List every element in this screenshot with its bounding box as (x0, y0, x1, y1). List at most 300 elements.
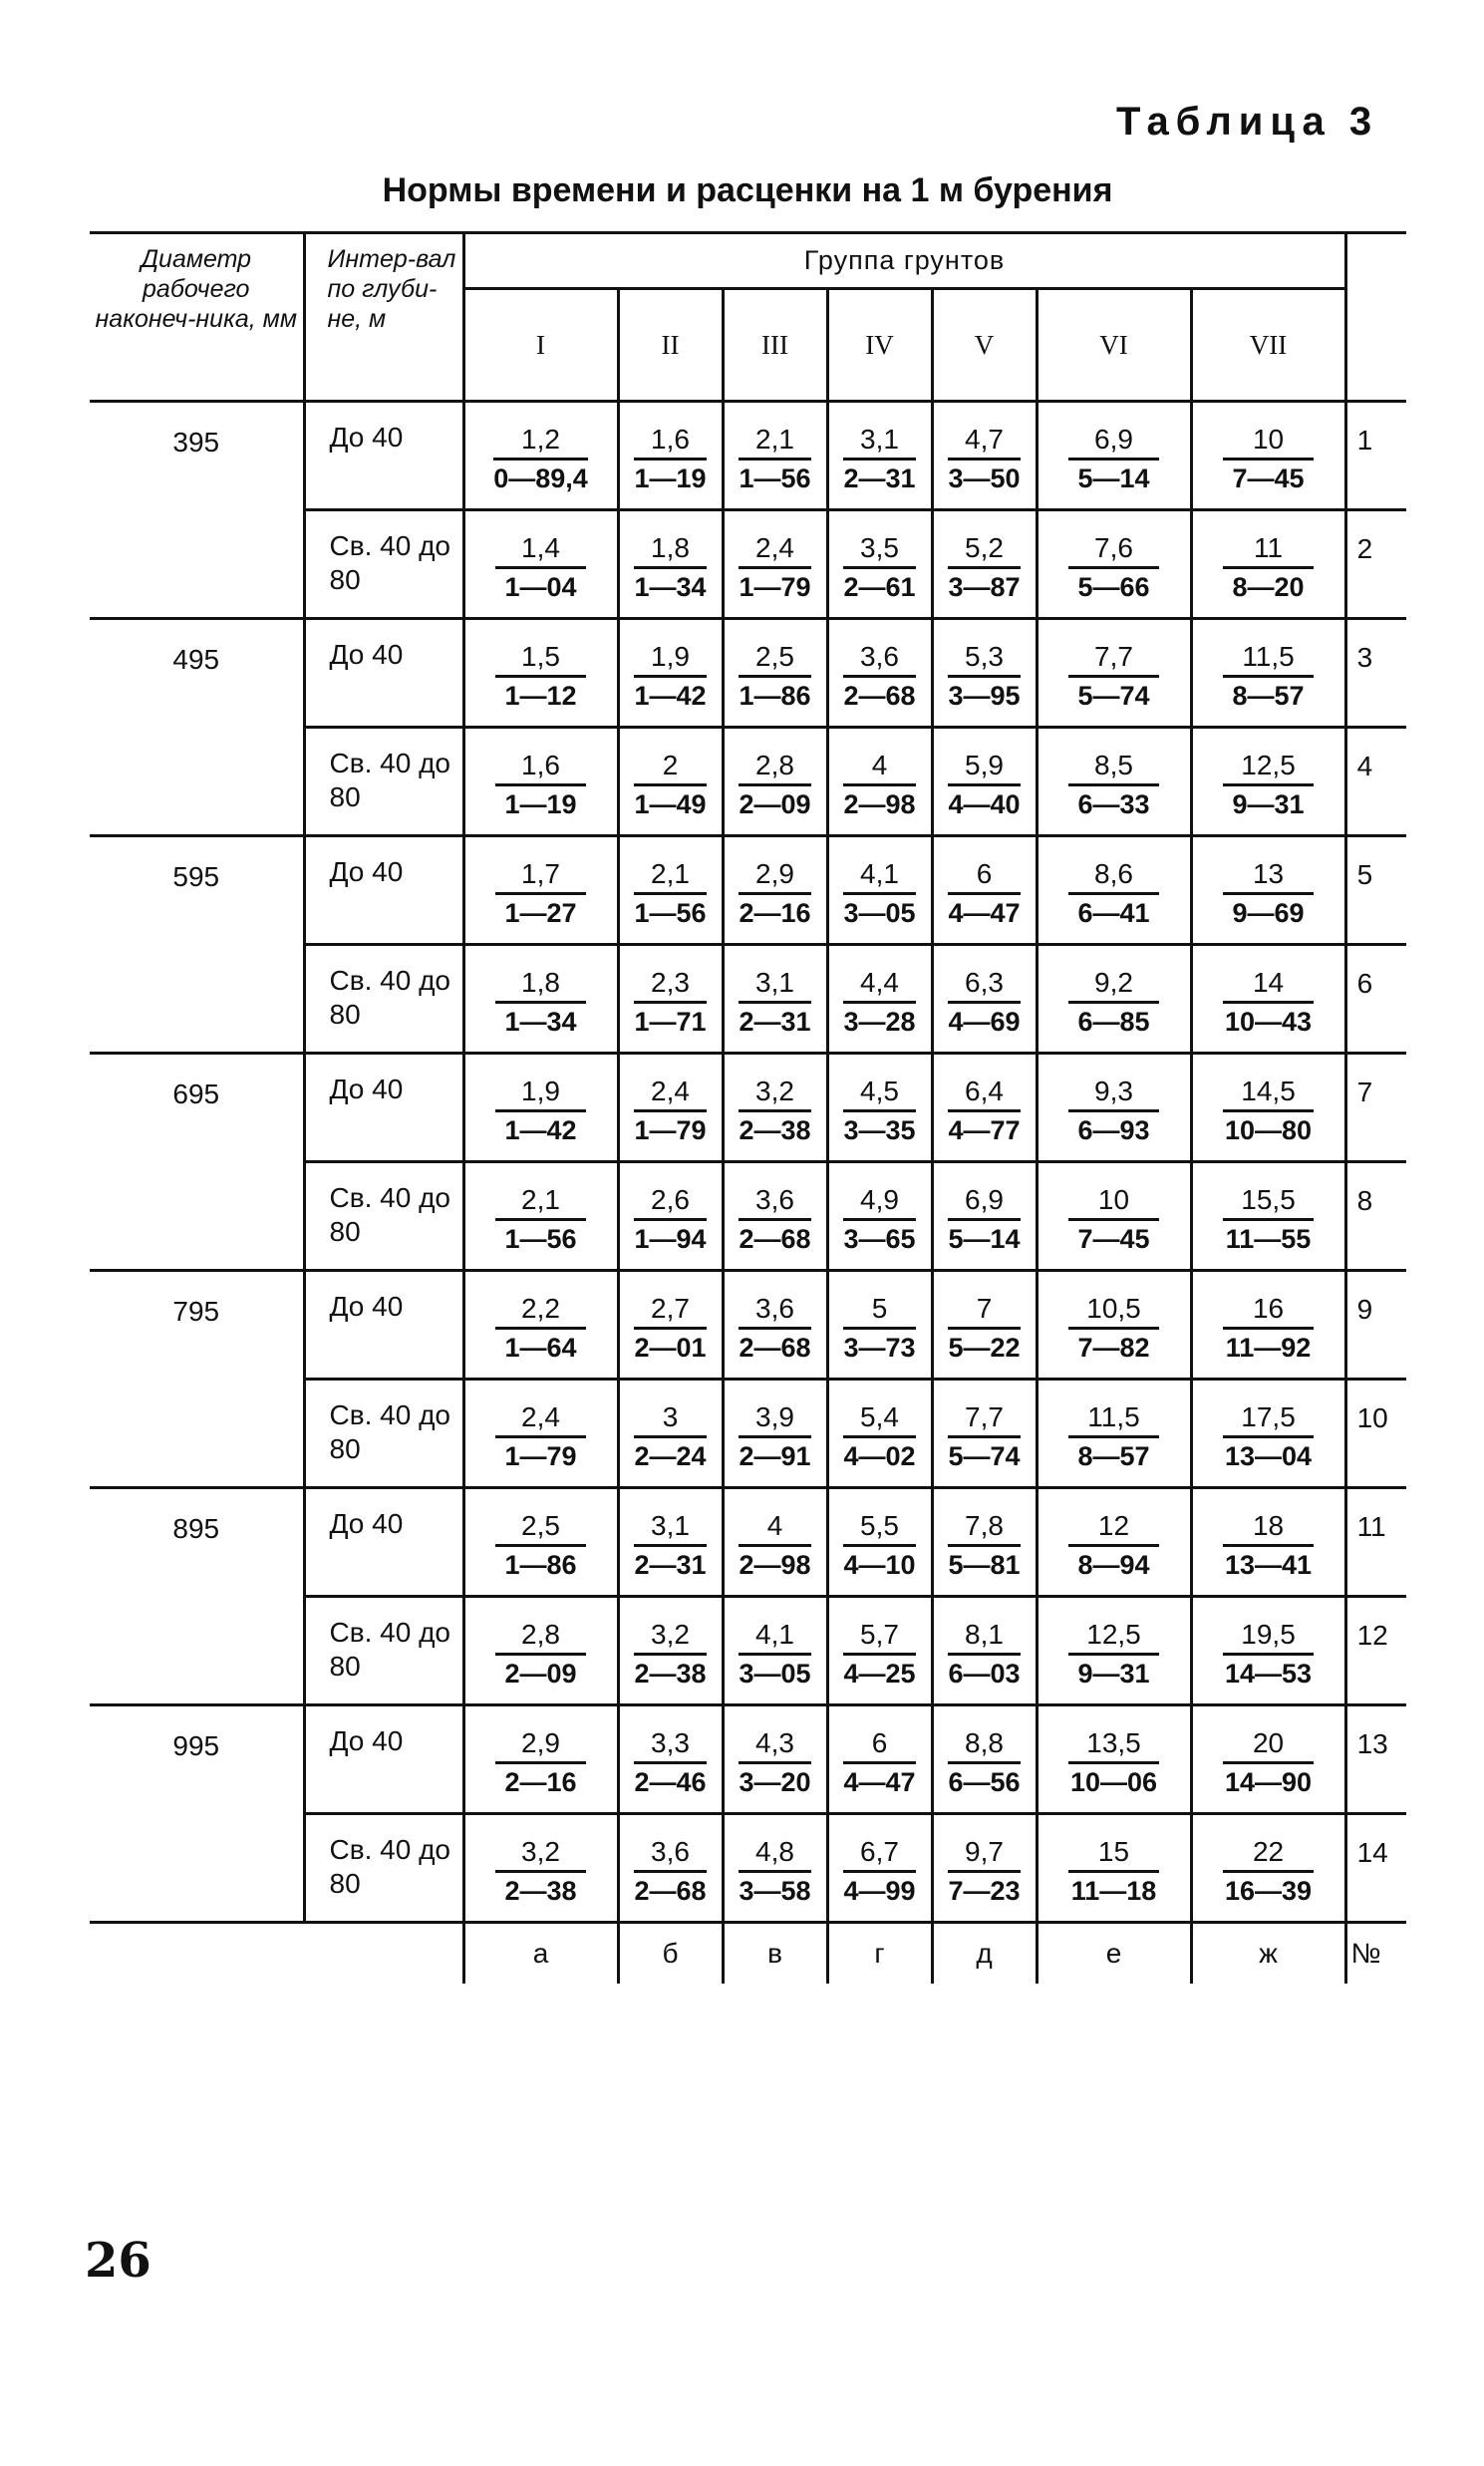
rate-value: 6—33 (1077, 789, 1150, 819)
norm-cell (1191, 1162, 1345, 1271)
norm-fraction (739, 749, 810, 822)
norm-cell (618, 836, 723, 945)
time-norm: 14,5 (1223, 1075, 1314, 1112)
norm-cell (1191, 945, 1345, 1054)
rate-value: 5—66 (1077, 572, 1150, 602)
column-letter: а (463, 1923, 618, 1985)
table-row (90, 402, 1406, 510)
time-norm: 3,6 (634, 1835, 706, 1873)
time-norm: 3,9 (739, 1400, 810, 1438)
norm-cell (618, 1380, 723, 1488)
norm-cell (1037, 1271, 1191, 1380)
norm-cell (1037, 1705, 1191, 1814)
rate-value: 1—86 (504, 1550, 577, 1580)
norm-cell (1037, 510, 1191, 619)
diameter-cell: 395 (90, 402, 304, 619)
time-norm: 2,7 (634, 1292, 706, 1330)
norm-cell (463, 1162, 618, 1271)
time-norm: 4,1 (843, 857, 915, 895)
norm-cell (618, 1705, 723, 1814)
norm-cell (463, 619, 618, 728)
interval-cell: Св. 40 до 80 (304, 1380, 463, 1488)
diameter-cell: 895 (90, 1488, 304, 1705)
interval-cell: Св. 40 до 80 (304, 728, 463, 836)
time-norm: 3,2 (739, 1075, 810, 1112)
time-norm: 18 (1223, 1509, 1314, 1547)
time-norm: 3,1 (739, 966, 810, 1004)
time-norm: 1,6 (495, 749, 586, 786)
time-norm: 5,9 (948, 749, 1020, 786)
time-norm: 2,8 (739, 749, 810, 786)
norm-fraction (1068, 1509, 1159, 1583)
norm-fraction (1223, 857, 1314, 931)
rate-value: 1—19 (504, 789, 577, 819)
diameter-cell: 795 (90, 1271, 304, 1488)
norm-fraction (495, 1618, 586, 1692)
norm-fraction (948, 857, 1020, 931)
norm-cell (723, 619, 827, 728)
interval-cell: До 40 (304, 1054, 463, 1162)
norm-fraction (634, 1726, 706, 1800)
rate-value: 11—18 (1070, 1876, 1157, 1906)
norm-cell (463, 1705, 618, 1814)
norm-cell (723, 836, 827, 945)
time-norm: 3,2 (495, 1835, 586, 1873)
norm-fraction (1068, 1292, 1159, 1366)
norm-fraction (634, 857, 706, 931)
rate-value: 2—01 (634, 1333, 707, 1363)
norm-cell (618, 945, 723, 1054)
rate-value: 1—56 (504, 1224, 577, 1254)
norm-fraction (843, 640, 915, 714)
rate-value: 10—43 (1224, 1007, 1313, 1037)
norm-cell (1037, 728, 1191, 836)
column-letter: б (618, 1923, 723, 1985)
time-norm: 1,9 (634, 640, 706, 678)
norm-fraction (739, 1183, 810, 1257)
norm-fraction (1068, 640, 1159, 714)
time-norm: 17,5 (1223, 1400, 1314, 1438)
norm-cell (463, 728, 618, 836)
norm-cell (723, 1488, 827, 1597)
norm-fraction (495, 1183, 586, 1257)
norm-fraction (495, 531, 586, 605)
time-norm: 6,9 (1068, 423, 1159, 461)
time-norm: 16 (1223, 1292, 1314, 1330)
norm-fraction (1068, 531, 1159, 605)
norm-fraction (739, 531, 810, 605)
time-norm: 5,2 (948, 531, 1020, 569)
time-norm: 6 (843, 1726, 915, 1764)
time-norm: 2,1 (634, 857, 706, 895)
interval-cell: До 40 (304, 836, 463, 945)
time-norm: 3,2 (634, 1618, 706, 1656)
rate-value: 2—31 (634, 1550, 707, 1580)
rate-value: 4—99 (843, 1876, 916, 1906)
time-norm: 11 (1223, 531, 1314, 569)
norm-fraction (843, 749, 915, 822)
norm-cell (1191, 728, 1345, 836)
rate-value: 4—69 (948, 1007, 1021, 1037)
rate-value: 1—42 (634, 681, 707, 711)
norm-cell (1191, 1814, 1345, 1923)
norm-fraction (1223, 1835, 1314, 1909)
norm-cell (723, 402, 827, 510)
header-group-7: VII (1191, 289, 1345, 402)
rate-value: 3—87 (948, 572, 1021, 602)
norm-fraction (739, 1835, 810, 1909)
rate-value: 4—25 (843, 1659, 916, 1689)
norm-fraction (1068, 1726, 1159, 1800)
rate-value: 7—45 (1077, 1224, 1150, 1254)
norm-cell (1191, 619, 1345, 728)
header-interval: Интер-вал по глуби-не, м (304, 233, 463, 402)
norm-fraction (948, 1835, 1020, 1909)
rate-value: 1—79 (739, 572, 811, 602)
norm-cell (827, 728, 932, 836)
rate-value: 6—93 (1077, 1115, 1150, 1145)
row-number: 6 (1345, 945, 1406, 1054)
time-norm: 4,8 (739, 1835, 810, 1873)
rate-value: 9—31 (1077, 1659, 1150, 1689)
norm-cell (1037, 945, 1191, 1054)
norm-cell (932, 510, 1037, 619)
rate-value: 1—56 (739, 463, 811, 493)
row-number: 2 (1345, 510, 1406, 619)
table-row (90, 1271, 1406, 1380)
interval-cell: До 40 (304, 1705, 463, 1814)
norm-fraction (739, 1075, 810, 1148)
norm-cell (723, 1705, 827, 1814)
norm-cell (1037, 1814, 1191, 1923)
interval-cell: Св. 40 до 80 (304, 1162, 463, 1271)
norm-fraction (948, 640, 1020, 714)
time-norm: 2,9 (495, 1726, 586, 1764)
norm-cell (618, 1162, 723, 1271)
norm-fraction (739, 966, 810, 1040)
norm-fraction (1223, 749, 1314, 822)
header-group-2: II (618, 289, 723, 402)
interval-cell: Св. 40 до 80 (304, 510, 463, 619)
norm-fraction (948, 1726, 1020, 1800)
norm-fraction (843, 1509, 915, 1583)
rate-value: 2—68 (634, 1876, 707, 1906)
norm-fraction (634, 1183, 706, 1257)
time-norm: 9,3 (1068, 1075, 1159, 1112)
norm-fraction (1223, 966, 1314, 1040)
rate-value: 4—47 (948, 898, 1021, 928)
norm-cell (463, 1814, 618, 1923)
time-norm: 15 (1068, 1835, 1159, 1873)
norm-cell (1037, 619, 1191, 728)
rate-value: 14—90 (1224, 1767, 1313, 1797)
norm-fraction (1223, 1726, 1314, 1800)
rate-value: 1—34 (634, 572, 707, 602)
rate-value: 1—27 (504, 898, 577, 928)
time-norm: 5,4 (843, 1400, 915, 1438)
time-norm: 1,7 (495, 857, 586, 895)
rate-value: 5—81 (948, 1550, 1021, 1580)
norm-cell (723, 1271, 827, 1380)
norm-cell (1191, 510, 1345, 619)
table-row (90, 836, 1406, 945)
norm-fraction (1068, 1075, 1159, 1148)
time-norm: 13,5 (1068, 1726, 1159, 1764)
rate-value: 2—61 (843, 572, 916, 602)
norm-fraction (948, 423, 1020, 496)
norm-fraction (843, 1835, 915, 1909)
norm-fraction (948, 1075, 1020, 1148)
time-norm: 4,9 (843, 1183, 915, 1221)
time-norm: 11,5 (1223, 640, 1314, 678)
diameter-cell: 595 (90, 836, 304, 1054)
rate-value: 1—19 (634, 463, 707, 493)
norm-cell (1191, 1271, 1345, 1380)
time-norm: 6 (948, 857, 1020, 895)
norm-cell (827, 1705, 932, 1814)
time-norm: 11,5 (1068, 1400, 1159, 1438)
time-norm: 1,8 (634, 531, 706, 569)
time-norm: 7,7 (948, 1400, 1020, 1438)
norm-fraction (1068, 1835, 1159, 1909)
norm-cell (723, 1162, 827, 1271)
norm-cell (1191, 402, 1345, 510)
rate-value: 1—49 (634, 789, 707, 819)
rate-value: 7—45 (1232, 463, 1305, 493)
rate-value: 2—68 (843, 681, 916, 711)
time-norm: 4,4 (843, 966, 915, 1004)
table-row (90, 1705, 1406, 1814)
norm-cell (932, 945, 1037, 1054)
rate-value: 16—39 (1224, 1876, 1313, 1906)
rate-value: 1—42 (504, 1115, 577, 1145)
rate-value: 1—34 (504, 1007, 577, 1037)
norm-fraction (495, 1835, 586, 1909)
rate-value: 10—06 (1069, 1767, 1158, 1797)
rate-value: 2—46 (634, 1767, 707, 1797)
norm-cell (932, 1597, 1037, 1705)
norm-fraction (843, 423, 915, 496)
time-norm: 8,8 (948, 1726, 1020, 1764)
norm-cell (827, 1488, 932, 1597)
time-norm: 2,1 (739, 423, 810, 461)
norm-cell (1191, 1488, 1345, 1597)
norm-cell (932, 1814, 1037, 1923)
rate-value: 2—98 (739, 1550, 811, 1580)
time-norm: 7 (948, 1292, 1020, 1330)
norm-fraction (634, 640, 706, 714)
norm-fraction (634, 1835, 706, 1909)
time-norm: 2,2 (495, 1292, 586, 1330)
time-norm: 1,2 (493, 423, 588, 461)
norm-fraction (634, 1400, 706, 1474)
norm-fraction (739, 1618, 810, 1692)
rate-value: 3—20 (739, 1767, 811, 1797)
time-norm: 3,6 (739, 1292, 810, 1330)
time-norm: 6,7 (843, 1835, 915, 1873)
norm-fraction (948, 1183, 1020, 1257)
rate-value: 11—92 (1225, 1333, 1312, 1363)
row-number: 11 (1345, 1488, 1406, 1597)
rate-value: 13—41 (1224, 1550, 1313, 1580)
norm-fraction (948, 1509, 1020, 1583)
time-norm: 3,1 (843, 423, 915, 461)
time-norm: 6,3 (948, 966, 1020, 1004)
norm-cell (618, 619, 723, 728)
time-norm: 1,8 (495, 966, 586, 1004)
rate-value: 1—86 (739, 681, 811, 711)
rate-value: 1—64 (504, 1333, 577, 1363)
time-norm: 8,6 (1068, 857, 1159, 895)
norm-fraction (843, 1075, 915, 1148)
rate-value: 14—53 (1224, 1659, 1313, 1689)
time-norm: 3 (634, 1400, 706, 1438)
norm-fraction (1068, 1400, 1159, 1474)
norm-fraction (843, 531, 915, 605)
row-number: 13 (1345, 1705, 1406, 1814)
time-norm: 2 (634, 749, 706, 786)
norm-cell (1037, 1380, 1191, 1488)
time-norm: 8,5 (1068, 749, 1159, 786)
time-norm: 2,4 (495, 1400, 586, 1438)
norm-fraction (739, 1726, 810, 1800)
rate-value: 2—38 (504, 1876, 577, 1906)
row-number: 3 (1345, 619, 1406, 728)
time-norm: 7,6 (1068, 531, 1159, 569)
rate-value: 8—57 (1077, 1441, 1150, 1471)
norm-fraction (843, 1400, 915, 1474)
table-title: Нормы времени и расценки на 1 м бурения (382, 171, 1113, 209)
time-norm: 1,4 (495, 531, 586, 569)
time-norm: 12,5 (1223, 749, 1314, 786)
interval-cell: Св. 40 до 80 (304, 1597, 463, 1705)
norm-fraction (739, 1400, 810, 1474)
time-norm: 12,5 (1068, 1618, 1159, 1656)
norm-cell (463, 1597, 618, 1705)
rate-value: 6—85 (1077, 1007, 1150, 1037)
norm-fraction (843, 1183, 915, 1257)
norm-cell (723, 510, 827, 619)
norm-cell (932, 1162, 1037, 1271)
rate-value: 6—56 (948, 1767, 1021, 1797)
rate-value: 3—95 (948, 681, 1021, 711)
norm-cell (723, 1597, 827, 1705)
column-letter: е (1037, 1923, 1191, 1985)
norm-cell (1191, 1380, 1345, 1488)
time-norm: 2,4 (739, 531, 810, 569)
norm-fraction (495, 640, 586, 714)
norm-cell (932, 1488, 1037, 1597)
norm-fraction (495, 966, 586, 1040)
norm-fraction (843, 966, 915, 1040)
norm-cell (932, 402, 1037, 510)
norm-cell (463, 1271, 618, 1380)
rate-value: 2—16 (739, 898, 811, 928)
rate-value: 2—16 (504, 1767, 577, 1797)
column-letter: ж (1191, 1923, 1345, 1985)
time-norm: 2,3 (634, 966, 706, 1004)
time-norm: 4,7 (948, 423, 1020, 461)
norm-cell (463, 1488, 618, 1597)
rate-value: 5—22 (948, 1333, 1021, 1363)
norm-cell (932, 836, 1037, 945)
norm-cell (827, 510, 932, 619)
time-norm: 3,1 (634, 1509, 706, 1547)
table-row (90, 1488, 1406, 1597)
norm-fraction (495, 749, 586, 822)
time-norm: 10 (1223, 423, 1314, 461)
norm-cell (1037, 1162, 1191, 1271)
rate-value: 2—31 (739, 1007, 811, 1037)
rate-value: 13—04 (1224, 1441, 1313, 1471)
row-number: 4 (1345, 728, 1406, 836)
time-norm: 4,1 (739, 1618, 810, 1656)
time-norm: 7,8 (948, 1509, 1020, 1547)
norm-cell (827, 402, 932, 510)
norm-cell (827, 1814, 932, 1923)
norms-table (90, 231, 1406, 1984)
footer-empty-cell (90, 1923, 304, 1985)
norm-cell (827, 1054, 932, 1162)
rate-value: 2—38 (634, 1659, 707, 1689)
norm-fraction (1068, 857, 1159, 931)
norm-fraction (1223, 531, 1314, 605)
norm-cell (827, 1380, 932, 1488)
norm-cell (1191, 1054, 1345, 1162)
norm-cell (1037, 1054, 1191, 1162)
rate-value: 1—94 (634, 1224, 707, 1254)
time-norm: 6,4 (948, 1075, 1020, 1112)
norm-cell (1191, 1705, 1345, 1814)
header-group-1: I (463, 289, 618, 402)
norm-cell (618, 510, 723, 619)
rate-value: 11—55 (1225, 1224, 1312, 1254)
header-group-5: V (932, 289, 1037, 402)
norm-cell (827, 619, 932, 728)
norm-fraction (739, 640, 810, 714)
norm-fraction (495, 1292, 586, 1366)
rate-value: 2—09 (504, 1659, 577, 1689)
rate-value: 3—58 (739, 1876, 811, 1906)
norm-fraction (739, 423, 810, 496)
norm-fraction (1223, 1075, 1314, 1148)
time-norm: 5 (843, 1292, 915, 1330)
rate-value: 2—24 (634, 1441, 707, 1471)
rate-value: 7—82 (1077, 1333, 1150, 1363)
time-norm: 5,7 (843, 1618, 915, 1656)
row-number: 7 (1345, 1054, 1406, 1162)
norm-cell (1191, 836, 1345, 945)
norm-fraction (948, 1400, 1020, 1474)
column-letter: д (932, 1923, 1037, 1985)
row-number: 14 (1345, 1814, 1406, 1923)
header-group-6: VI (1037, 289, 1191, 402)
norm-fraction (739, 1292, 810, 1366)
norm-cell (932, 1380, 1037, 1488)
norm-cell (827, 836, 932, 945)
rate-value: 1—71 (634, 1007, 707, 1037)
norm-fraction (948, 749, 1020, 822)
interval-cell: Св. 40 до 80 (304, 1814, 463, 1923)
diameter-cell: 695 (90, 1054, 304, 1271)
table-row (90, 619, 1406, 728)
rate-value: 3—73 (843, 1333, 916, 1363)
rate-value: 3—05 (739, 1659, 811, 1689)
time-norm: 14 (1223, 966, 1314, 1004)
norm-cell (723, 1380, 827, 1488)
time-norm: 2,5 (495, 1509, 586, 1547)
rate-value: 2—31 (843, 463, 916, 493)
